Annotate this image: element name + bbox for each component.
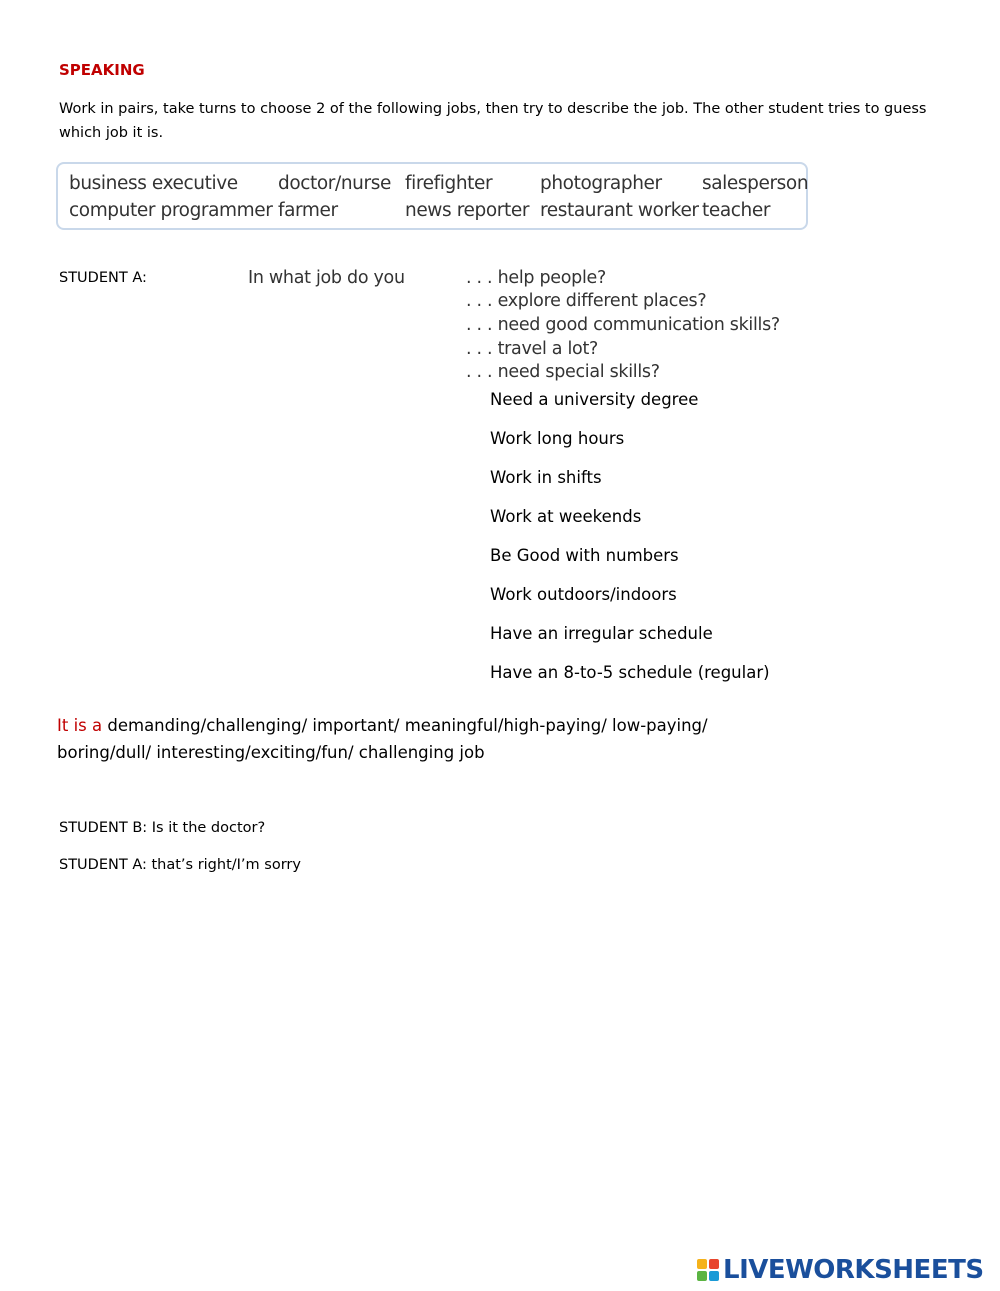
job-item: doctor/nurse (278, 173, 391, 194)
prompt-item: Need a university degree (490, 390, 699, 409)
prompt-item: Work at weekends (490, 507, 642, 526)
job-item: teacher (702, 200, 771, 221)
liveworksheets-logo (697, 1255, 984, 1285)
job-item: computer programmer (69, 200, 273, 221)
prompt-item: Work outdoors/indoors (490, 585, 677, 604)
question-item: . . . need good communication skills? (466, 315, 780, 335)
question-stem: In what job do you (248, 268, 405, 288)
job-item: photographer (540, 173, 662, 194)
job-item: salesperson (702, 173, 809, 194)
question-item: . . . help people? (466, 268, 606, 288)
adjective-prefix: It is a (57, 716, 103, 735)
prompt-item: Work long hours (490, 429, 625, 448)
student-a-label: STUDENT A: (59, 270, 147, 286)
job-item: news reporter (405, 200, 530, 221)
job-item: firefighter (405, 173, 493, 194)
question-item: . . . need special skills? (466, 362, 660, 382)
dialogue-line: STUDENT B: Is it the doctor? (59, 820, 266, 836)
logo-text: LIVEWORKSHEETS (723, 1255, 984, 1285)
prompt-item: Work in shifts (490, 468, 602, 487)
section-heading: SPEAKING (59, 61, 145, 79)
job-list-box (56, 162, 808, 230)
job-item: restaurant worker (540, 200, 699, 221)
question-item: . . . explore different places? (466, 291, 707, 311)
prompt-item: Have an 8-to-5 schedule (regular) (490, 663, 770, 682)
adjective-list: demanding/challenging/ important/ meaningful/high-paying/ low-paying/ boring/dull/ interesting/exciting/fun/ challenging job (57, 716, 708, 762)
adjective-sentence (57, 712, 757, 766)
job-item: farmer (278, 200, 338, 221)
question-item: . . . travel a lot? (466, 339, 599, 359)
instruction-text: Work in pairs, take turns to choose 2 of the following jobs, then try to describe the job. The other student tries to guess which job it is. (59, 101, 927, 141)
dialogue-line: STUDENT A: that’s right/I’m sorry (59, 857, 301, 873)
logo-icon (697, 1259, 719, 1281)
job-item: business executive (69, 173, 238, 194)
prompt-item: Have an irregular schedule (490, 624, 713, 643)
prompt-item: Be Good with numbers (490, 546, 679, 565)
